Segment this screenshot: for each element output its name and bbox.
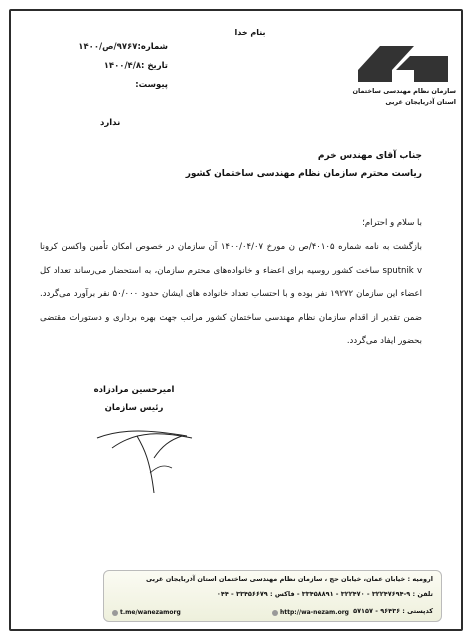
recipient-title: ریاست محترم سازمان نظام مهندسی ساختمان کشور (185, 169, 422, 179)
attachment-value: ندارد (100, 118, 121, 128)
signer-title: رئیس سازمان (104, 403, 164, 413)
footer-postal-code: کدپستی : ۹۶۴۳۶ - ۵۷۱۵۷ (353, 607, 433, 615)
body-paragraph: بازگشت به نامه شماره ۴۰۱۰۵/ص ن مورخ ۱۴۰۰/۰۴/۰۷ آن سازمان در خصوص امکان تأمین واکسن کرونا sputnik v ساخت کشور روسیه برای اعضاء و خانواده‌های محترم سازمان، به استحضار می‌رساند تعداد کل اعضاء این سازمان ۱۹۲۷۲ نفر بوده و با احتساب تعداد خانواده های ایشان حدود ۵۰/۰۰۰ نفر برآورد می‌گردد. ضمن تقدیر از اقدام سازمان نظام مهندسی ساختمان کشور مراتب جهت بهره برداری و دستورات مقتضی بحضور ایفاد می‌گردد. (40, 242, 422, 346)
footer-telegram (112, 609, 181, 616)
date-label: تاریخ : (141, 61, 168, 71)
basmala: بنام خدا (234, 28, 266, 37)
letter-footer (103, 570, 442, 622)
logo-text (344, 86, 456, 108)
logo-province: استان آذربایجان غربی (385, 98, 456, 106)
web-icon (272, 610, 278, 616)
telegram-icon (112, 610, 118, 616)
date-row (58, 61, 168, 80)
recipient-name: جناب آقای مهندس خرم (317, 151, 422, 161)
footer-telegram-text: t.me/wanezamorg (120, 609, 181, 616)
footer-website (272, 609, 349, 616)
date-value: ۱۴۰۰/۴/۸ (103, 61, 142, 71)
footer-website-text: http://wa-nezam.org (280, 609, 349, 616)
footer-phone: تلفن : ۹-۳۲۲۴۷۶۹۴ - ۳۲۲۴۷۰ - ۳۳۴۵۸۸۹۱ - فاکس : ۳۳۴۵۶۶۷۹ - ۰۴۴ (216, 590, 433, 598)
greeting: با سلام و احترام؛ (362, 218, 422, 228)
attachment-label: پیوست: (135, 80, 168, 90)
signer-name: امیرحسین مرادزاده (93, 385, 175, 395)
number-label: شماره: (137, 42, 168, 52)
logo-org-name: سازمان نظام مهندسی ساختمان (352, 87, 456, 95)
attachment-row (58, 80, 168, 99)
footer-address: ارومیه : خیابان عمان، خیابان حج ، سازمان نظام مهندسی ساختمان استان آذربایجان غربی (146, 575, 433, 583)
number-value: ۹۷۶۷/ص/۱۴۰۰ (78, 42, 138, 52)
number-row (58, 42, 168, 61)
letter-body (40, 236, 422, 354)
letter-meta (58, 42, 168, 99)
signature-scribble (92, 418, 202, 498)
